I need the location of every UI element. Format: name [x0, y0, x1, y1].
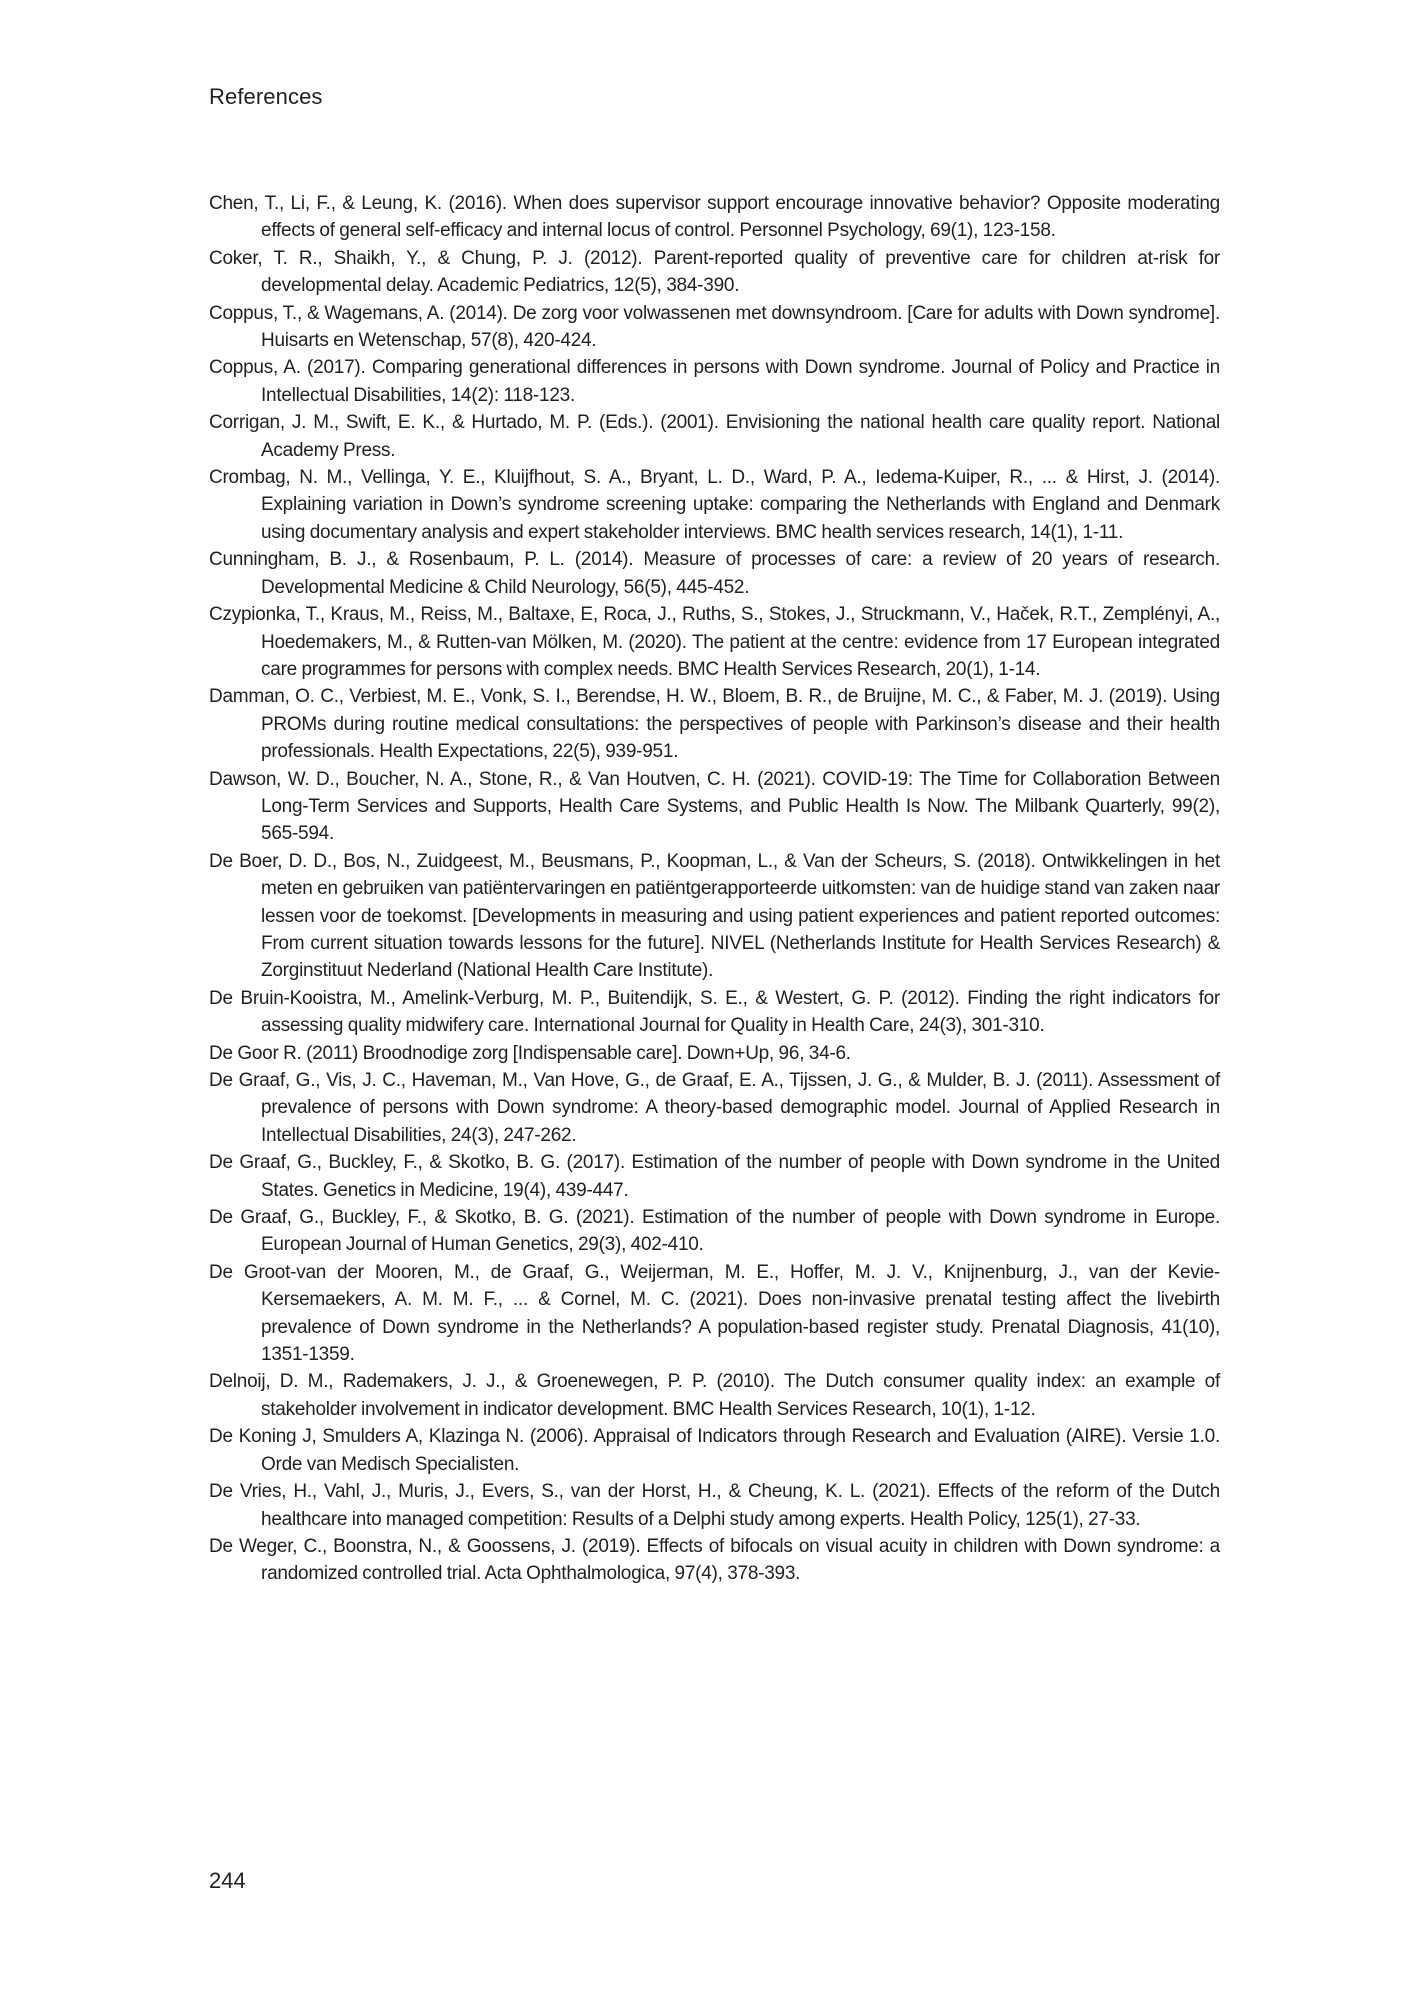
reference-entry: De Bruin-Kooistra, M., Amelink-Verburg, M. P., Buitendijk, S. E., & Westert, G. P. (2012). Finding the right indicators for assessing quality midwifery care. International Journal for Quality in Health Care, 24(3), 301-310. — [209, 987, 1220, 1037]
reference-entry: De Weger, C., Boonstra, N., & Goossens, J. (2019). Effects of bifocals on visual acuity in children with Down syndrome: a randomized controlled trial. Acta Ophthalmologica, 97(4), 378-393. — [209, 1535, 1220, 1585]
reference-entry: Dawson, W. D., Boucher, N. A., Stone, R., & Van Houtven, C. H. (2021). COVID-19: The Time for Collaboration Between Long-Term Services and Supports, Health Care Systems, and Public Health Is Now. The Milbank Quarterly, 99(2), 565-594. — [209, 768, 1220, 845]
reference-entry: De Graaf, G., Vis, J. C., Haveman, M., Van Hove, G., de Graaf, E. A., Tijssen, J. G., & Mulder, B. J. (2011). Assessment of prevalence of persons with Down syndrome: A theory-based demographic model. Journal of Applied Research in Intellectual Disabilities, 24(3), 247-262. — [209, 1070, 1220, 1146]
reference-entry: Corrigan, J. M., Swift, E. K., & Hurtado, M. P. (Eds.). (2001). Envisioning the national health care quality report. National Academy Press. — [209, 412, 1220, 461]
reference-entry: De Boer, D. D., Bos, N., Zuidgeest, M., Beusmans, P., Koopman, L., & Van der Scheurs, S. (2018). Ontwikkelingen in het meten en gebruiken van patiëntervaringen en patiëntgerapporteerde uitkomsten: van de huidige stand van zaken naar lessen voor de toekomst. [Developments in measuring and using patient experiences and patient reported outcomes: From current situation towards lessons for the future]. NIVEL (Netherlands Institute for Health Services Research) & Zorginstituut Nederland (National Health Care Institute). — [209, 850, 1220, 982]
reference-list — [209, 190, 1220, 1588]
reference-entry: De Goor R. (2011) Broodnodige zorg [Indispensable care]. Down+Up, 96, 34-6. — [209, 1042, 851, 1064]
reference-entry: Crombag, N. M., Vellinga, Y. E., Kluijfhout, S. A., Bryant, L. D., Ward, P. A., Iedema-Kuiper, R., ... & Hirst, J. (2014). Explaining variation in Down’s syndrome screening uptake: comparing the Netherlands with England and Denmark using documentary analysis and expert stakeholder interviews. BMC health services research, 14(1), 1-11. — [209, 467, 1220, 543]
reference-entry: Coker, T. R., Shaikh, Y., & Chung, P. J. (2012). Parent-reported quality of preventive care for children at-risk for developmental delay. Academic Pediatrics, 12(5), 384-390. — [209, 247, 1220, 297]
reference-entry: De Graaf, G., Buckley, F., & Skotko, B. G. (2021). Estimation of the number of people with Down syndrome in Europe. European Journal of Human Genetics, 29(3), 402-410. — [209, 1207, 1220, 1256]
reference-entry: De Vries, H., Vahl, J., Muris, J., Evers, S., van der Horst, H., & Cheung, K. L. (2021). Effects of the reform of the Dutch healthcare into managed competition: Results of a Delphi study among experts. Health Policy, 125(1), 27-33. — [209, 1481, 1220, 1530]
reference-entry: Coppus, T., & Wagemans, A. (2014). De zorg voor volwassenen met downsyndroom. [Care for adults with Down syndrome]. Huisarts en Wetenschap, 57(8), 420-424. — [209, 302, 1220, 352]
page-number: 244 — [209, 1868, 246, 1893]
running-header: References — [209, 84, 323, 109]
reference-entry: Coppus, A. (2017). Comparing generational differences in persons with Down syndrome. Journal of Policy and Practice in Intellectual Disabilities, 14(2): 118-123. — [209, 357, 1220, 406]
reference-entry: Delnoij, D. M., Rademakers, J. J., & Groenewegen, P. P. (2010). The Dutch consumer quality index: an example of stakeholder involvement in indicator development. BMC Health Services Research, 10(1), 1-12. — [209, 1371, 1220, 1420]
reference-entry: Cunningham, B. J., & Rosenbaum, P. L. (2014). Measure of processes of care: a review of 20 years of research. Developmental Medicine & Child Neurology, 56(5), 445-452. — [209, 549, 1220, 598]
reference-entry: De Groot-van der Mooren, M., de Graaf, G., Weijerman, M. E., Hoffer, M. J. V., Knijnenburg, J., van der Kevie-Kersemaekers, A. M. M. F., ... & Cornel, M. C. (2021). Does non-invasive prenatal testing affect the livebirth prevalence of Down syndrome in the Netherlands? A population-based register study. Prenatal Diagnosis, 41(10), 1351-1359. — [209, 1261, 1220, 1366]
reference-entry: Damman, O. C., Verbiest, M. E., Vonk, S. I., Berendse, H. W., Bloem, B. R., de Bruijne, M. C., & Faber, M. J. (2019). Using PROMs during routine medical consultations: the perspectives of people with Parkinson’s disease and their health professionals. Health Expectations, 22(5), 939-951. — [209, 686, 1220, 763]
reference-entry: Chen, T., Li, F., & Leung, K. (2016). When does supervisor support encourage innovative behavior? Opposite moderating effects of general self-efficacy and internal locus of control. Personnel Psychology, 69(1), 123-158. — [209, 193, 1220, 242]
reference-entry: De Graaf, G., Buckley, F., & Skotko, B. G. (2017). Estimation of the number of people with Down syndrome in the United States. Genetics in Medicine, 19(4), 439-447. — [209, 1152, 1220, 1201]
reference-entry: De Koning J, Smulders A, Klazinga N. (2006). Appraisal of Indicators through Research and Evaluation (AIRE). Versie 1.0. Orde van Medisch Specialisten. — [209, 1426, 1220, 1475]
reference-entry: Czypionka, T., Kraus, M., Reiss, M., Baltaxe, E, Roca, J., Ruths, S., Stokes, J., Struckmann, V., Haček, R.T., Zemplényi, A., Hoedemakers, M., & Rutten-van Mölken, M. (2020). The patient at the centre: evidence from 17 European integrated care programmes for persons with complex needs. BMC Health Services Research, 20(1), 1-14. — [209, 604, 1220, 680]
